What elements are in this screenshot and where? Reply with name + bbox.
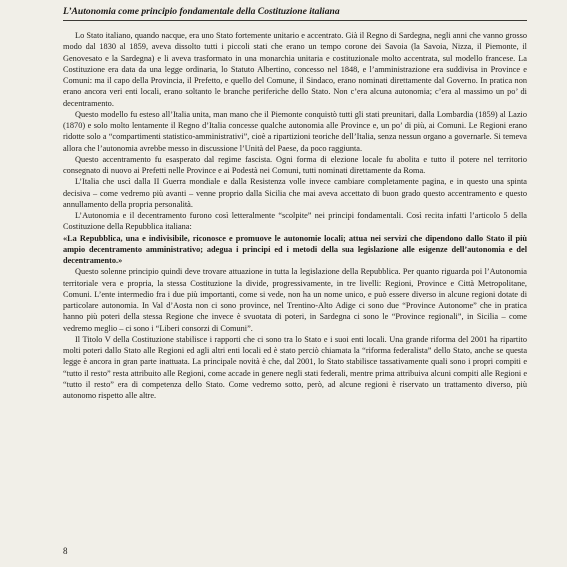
paragraph: Lo Stato italiano, quando nacque, era uno Stato fortemente unitario e accentrato. Già il Regno di Sardegna, negli anni che vanno grosso modo dal 1830 al 1859, aveva dissolto tutti i piccoli stati che erano un tempo corone dei Savoia (la Savoia, Nizza, il Piemonte, il Genovesato e la Sardegna) e li aveva trasformato in una monarchia unitaria e costituzionale molto accentrata, sul modello francese. La Costituzione era data da una legge ordinaria, lo Statuto Albertino, concesso nel 1848, e l’amministrazione era suddivisa in Province e Comuni: ma il capo della Provincia, il Prefetto, e quello del Comune, il Sindaco, erano nominati direttamente dal Governo. In pratica non erano ancora veri enti locali, erano soltanto le branche periferiche dello Stato. Non c’era alcuna autonomia; c’era al massimo un po’ di decentramento. [63,31,527,108]
paragraph: Questo solenne principio quindi deve trovare attuazione in tutta la legislazione della Repubblica. Per quanto riguarda poi l’Autonomia territoriale vera e propria, la stessa Costituzione la divide, progressivamente, in tre livelli: Regioni, Province e Città Metropolitane, Comuni. L’ente intermedio fra i due più importanti, come si vede, non ha un nome unico, e può essere diverso in alcune regioni dotate di particolare autonomia. In Val d’Aosta non ci sono province, nel Trentino-Alto Adige ci sono due “Province Autonome” che in pratica hanno più poteri della stessa Regione che invece è svuotata di poteri, in Sardegna ci sono le “Province regionali”, in Sicilia – come vedremo meglio – ci sono i “Liberi consorzi di Comuni”. [63,267,527,333]
constitution-quote: «La Repubblica, una e indivisibile, riconosce e promuove le autonomie locali; attua nei servizi che dipendono dallo Stato il più ampio decentramento amministrativo; adegua i principi ed i metodi della sua legislazione alle esigenze dell’autonomia e del decentramento.» [63,233,527,265]
paragraph: Questo accentramento fu esasperato dal regime fascista. Ogni forma di elezione locale fu abolita e tutto il potere nel territorio consegnato di nuovo ai Prefetti nelle Province e ai Podestà nei Comuni, tutti nominati direttamente da Roma. [63,154,527,175]
page-number: 8 [63,546,68,556]
body-text [63,30,527,401]
section-heading: L’Autonomia come principio fondamentale della Costituzione italiana [63,6,527,21]
paragraph: Il Titolo V della Costituzione stabilisce i rapporti che ci sono tra lo Stato e i suoi enti locali. Una grande riforma del 2001 ha ripartito molti poteri dallo Stato alle Regioni ed agli altri enti locali ed è stato perciò chiamata la “riforma federalista” dello Stato, anche se questa legge è ancora in gran parte inattuata. La principale novità è che, dal 2001, lo Stato stabilisce tassativamente quali sono i propri compiti e “tutto il resto” resta attribuito alle Regioni, come accade in genere negli stati federali, mentre prima attribuiva alcuni compiti alle Regioni e “tutto il resto” era di competenza dello Stato. Come vedremo sotto, però, ad alcune regioni è riservato un trattamento diverso, più autonomo rispetto alle altre. [63,334,527,400]
paragraph: L’Italia che uscì dalla II Guerra mondiale e dalla Resistenza volle invece cambiare completamente pagina, e in questo una spinta decisiva – come vedremo più avanti – venne proprio dalla Sicilia che mai aveva accettato di buon grado questo accentramento e questo annullamento della propria personalità. [63,177,527,209]
paragraph: Questo modello fu esteso all’Italia unita, man mano che il Piemonte conquistò tutti gli stati preunitari, dalla Lombardia (1859) al Lazio (1870) e solo molto lentamente il Regno d’Italia concesse qualche autonomia alle Province e, un po’ di più, ai Comuni. Le Regioni erano ridotte solo a “compartimenti statistico-amministrativi”, cioè a ripartizioni teoriche dell’Italia, senza nessun organo a governarle. Si temeva allora che l’autonomia avrebbe messo in discussione l’Unità del Paese, da poco raggiunta. [63,109,527,153]
paragraph: L’Autonomia e il decentramento furono così letteralmente “scolpite” nei principi fondamentali. Così recita infatti l’articolo 5 della Costituzione della Repubblica italiana: [63,211,527,232]
